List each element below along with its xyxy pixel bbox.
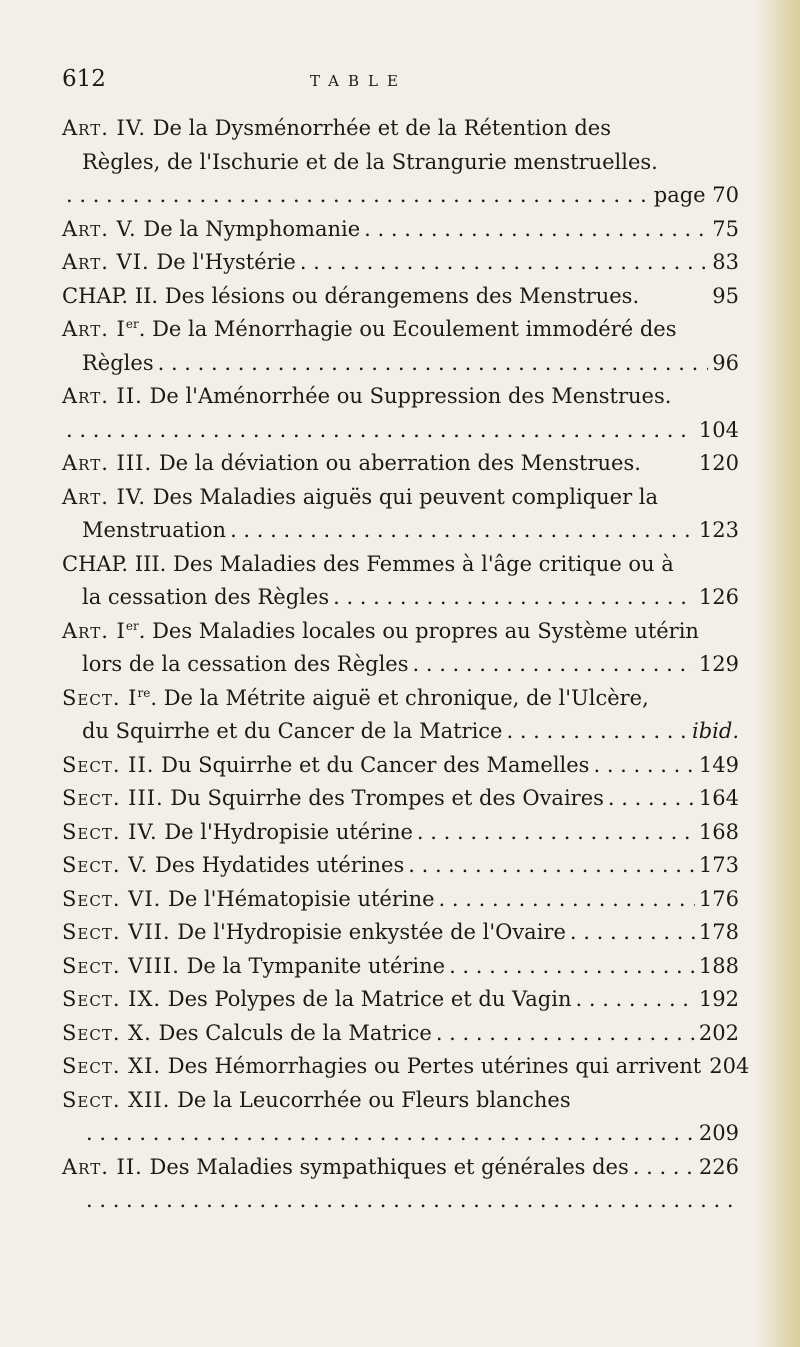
dot-leader	[230, 514, 695, 548]
entry-page: 192	[698, 987, 739, 1011]
toc-entry: Sect. IX. Des Polypes de la Matrice et du Vagin . . . 192	[62, 983, 739, 1017]
entry-page: 209	[698, 1121, 739, 1145]
toc-entry: Art. II. De l'Aménorrhée ou Suppression des Menstrues. . . . 104	[62, 380, 739, 447]
toc-entry: Sect. VIII. De la Tympanite utérine . . . 188	[62, 950, 739, 984]
dot-leader	[333, 581, 695, 615]
entry-page: 226	[698, 1154, 739, 1179]
toc-entry: Sect. XI. Des Hémorrhagies ou Pertes utérines qui arrivent 204	[62, 1050, 739, 1084]
toc-entry: Art. V. De la Nymphomanie . . . 75	[62, 213, 739, 247]
entry-page: 178	[698, 920, 739, 944]
toc-entry: Art. III. De la déviation ou aberration des Menstrues. 120	[62, 447, 739, 481]
dot-leader	[413, 648, 695, 682]
entry-page: 164	[698, 786, 739, 810]
entry-page: 129	[698, 652, 739, 676]
toc-entry: Art. Ier. Des Maladies locales ou propres au Système utérin lors de la cessation des Règles . . . 129	[62, 615, 739, 682]
entry-page: 126	[698, 585, 739, 609]
dot-leader	[436, 1017, 695, 1051]
dot-leader	[408, 849, 695, 883]
toc-entry	[62, 1184, 739, 1218]
toc-entry: Sect. Ire. De la Métrite aiguë et chronique, de l'Ulcère, du Squirrhe et du Cancer de la Matrice . . . ibid.	[62, 682, 739, 749]
entry-page: 120	[698, 451, 739, 475]
dot-leader	[86, 1117, 695, 1151]
entry-page: 168	[698, 819, 739, 844]
toc-entry: Art. Ier. De la Ménorrhagie ou Ecoulement immodéré des Règles . . . 96	[62, 313, 739, 380]
running-title: TABLE	[310, 72, 407, 90]
dot-leader	[66, 179, 650, 213]
toc-entry: Sect. VII. De l'Hydropisie enkystée de l'Ovaire . . . 178	[62, 916, 739, 950]
toc-entry: Art. IV. Des Maladies aiguës qui peuvent compliquer la Menstruation . . . 123	[62, 481, 739, 548]
entry-page: ibid.	[692, 719, 739, 743]
toc-entry: Sect. III. Du Squirrhe des Trompes et des Ovaires . . . 164	[62, 782, 739, 816]
dot-leader	[506, 715, 688, 749]
toc-entry: Sect. V. Des Hydatides utérines . . . 173	[62, 849, 739, 883]
dot-leader	[86, 1184, 735, 1218]
entry-page: 149	[698, 752, 739, 777]
dot-leader	[66, 414, 695, 448]
entry-page: 188	[698, 953, 739, 978]
dot-leader	[593, 749, 694, 783]
toc-entry: CHAP. III. Des Maladies des Femmes à l'âge critique ou à la cessation des Règles . . . 126	[62, 548, 739, 615]
dot-leader	[417, 816, 695, 850]
dot-leader	[576, 983, 695, 1017]
entry-page: 202	[698, 1020, 739, 1045]
table-of-contents	[62, 112, 750, 1218]
entry-page: 96	[712, 350, 739, 375]
entry-page: 204	[709, 1054, 750, 1078]
toc-entry: Sect. VI. De l'Hématopisie utérine . . . 176	[62, 883, 739, 917]
entry-page: 95	[712, 283, 739, 308]
entry-page: 176	[698, 886, 739, 911]
toc-entry: Art. VI. De l'Hystérie . . . 83	[62, 246, 739, 280]
entry-page: 83	[712, 250, 739, 274]
entry-page: page 70	[653, 183, 739, 207]
page-header	[62, 66, 742, 100]
toc-entry: CHAP. II. Des lésions ou dérangemens des Menstrues. 95	[62, 280, 739, 314]
toc-entry: Art. II. Des Maladies sympathiques et générales des . . . 226	[62, 1151, 739, 1185]
toc-entry: Sect. XII. De la Leucorrhée ou Fleurs blanches . . . 209	[62, 1084, 739, 1151]
dot-leader	[439, 883, 695, 917]
page-number: 612	[62, 66, 106, 92]
page-edge-shadow	[756, 0, 800, 1347]
entry-page: 173	[698, 853, 739, 877]
dot-leader	[158, 347, 709, 381]
dot-leader	[608, 782, 695, 816]
entry-page: 75	[712, 216, 739, 241]
toc-entry: Sect. X. Des Calculs de la Matrice . . . 202	[62, 1017, 739, 1051]
dot-leader	[364, 213, 708, 247]
dot-leader	[300, 246, 708, 280]
dot-leader	[570, 916, 695, 950]
toc-entry: Sect. IV. De l'Hydropisie utérine . . . 168	[62, 816, 739, 850]
toc-entry: Art. IV. De la Dysménorrhée et de la Rétention des Règles, de l'Ischurie et de la Strangurie menstruelles. . . . page 70	[62, 112, 739, 213]
dot-leader	[633, 1151, 695, 1185]
toc-entry: Sect. II. Du Squirrhe et du Cancer des Mamelles . . . 149	[62, 749, 739, 783]
entry-page: 123	[698, 518, 739, 542]
dot-leader	[449, 950, 695, 984]
entry-page: 104	[698, 417, 739, 442]
